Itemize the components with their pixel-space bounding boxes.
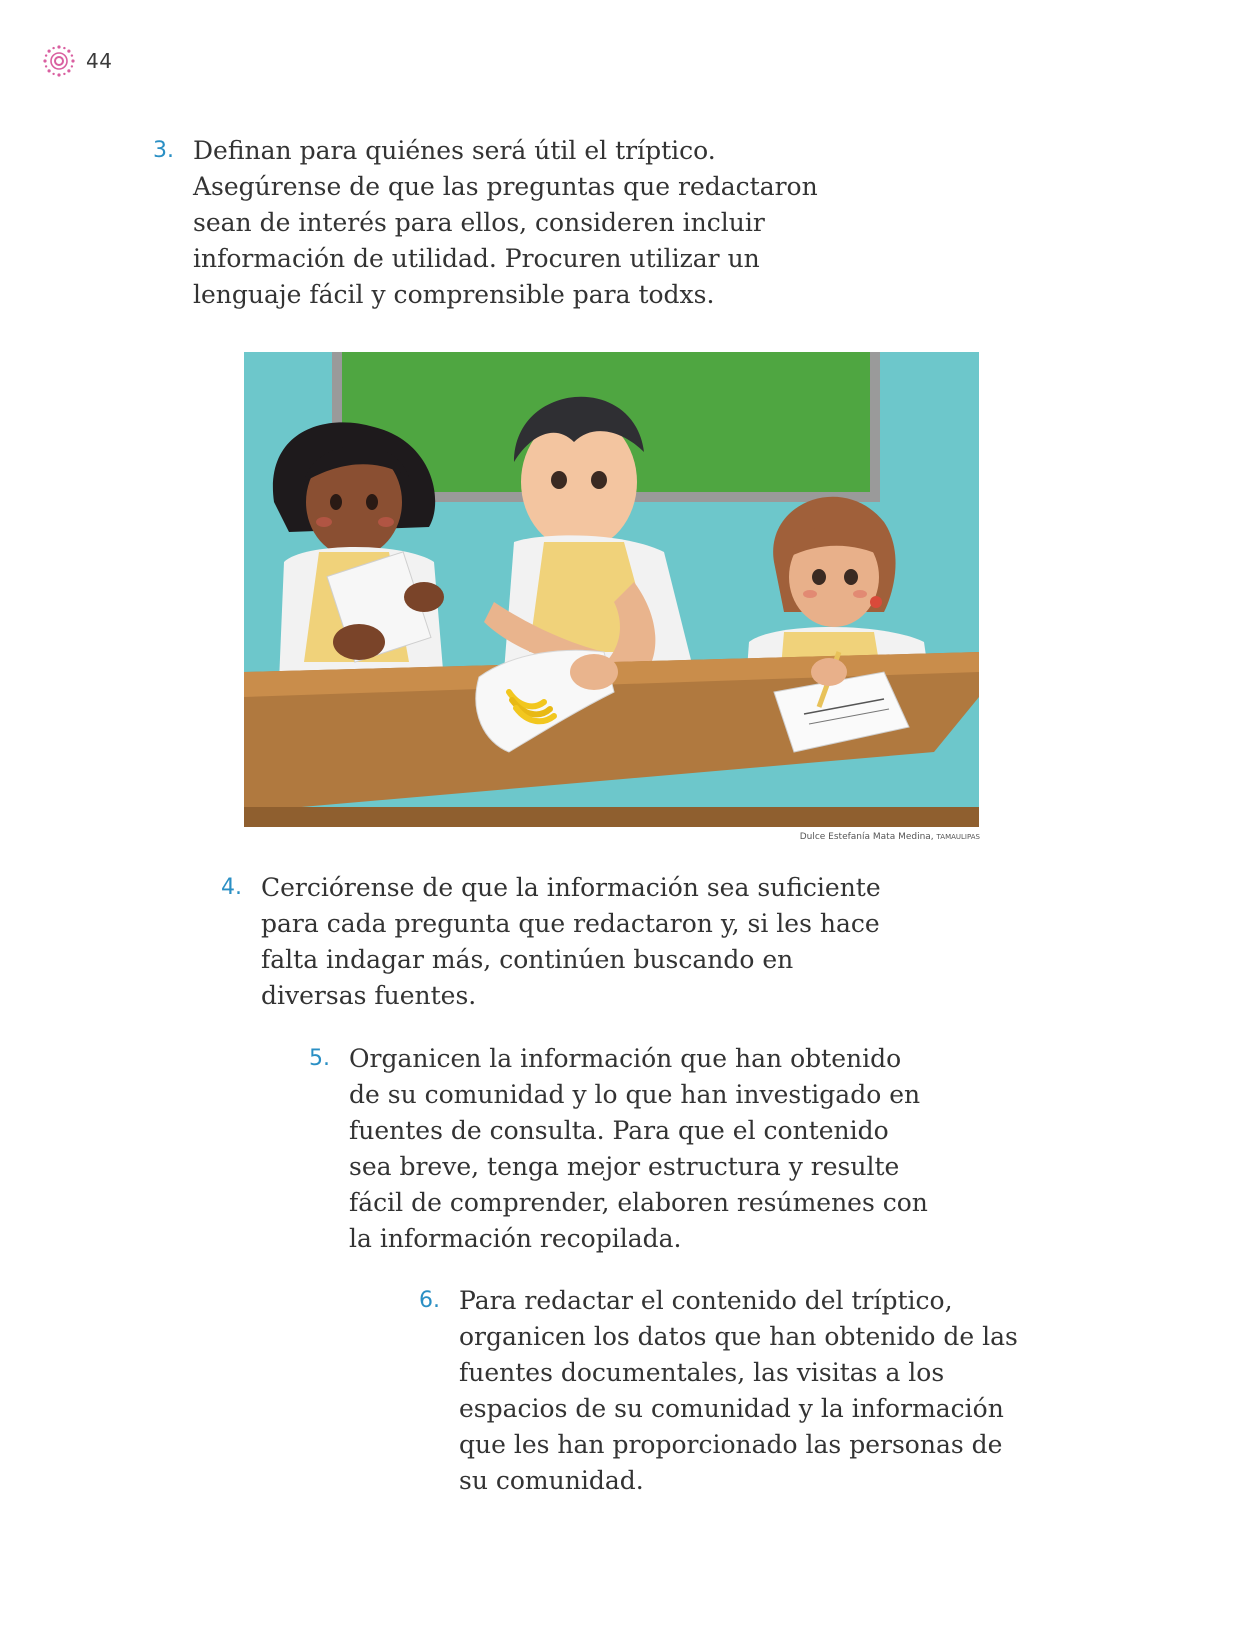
- step-text: Cerciórense de que la información sea suficiente para cada pregunta que redactaron y, si les hace falta indagar más, continúen buscando en diversas fuentes.: [261, 873, 881, 1010]
- page-header: [40, 42, 112, 80]
- page-number: 44: [86, 49, 113, 73]
- step-4: [221, 870, 881, 1014]
- step-number: 5.: [309, 1046, 330, 1071]
- credit-name: Dulce Estefanía Mata Medina,: [799, 832, 934, 842]
- step-text: Definan para quiénes será útil el tríptico. Asegúrense de que las preguntas que redactaron sean de interés para ellos, consideren incluir información de utilidad. Procuren utilizar un lenguaje fácil y comprensible para todxs.: [193, 136, 818, 309]
- step-6: [419, 1283, 1039, 1499]
- step-3: [153, 133, 853, 313]
- step-text: Para redactar el contenido del tríptico, organicen los datos que han obtenido de las fuentes documentales, las visitas a los espacios de su comunidad y la información que les han proporcionado las personas de su comunidad.: [459, 1286, 1018, 1495]
- mandala-icon: [40, 42, 78, 80]
- classroom-scene: [244, 352, 979, 827]
- credit-state: TAMAULIPAS: [936, 833, 980, 841]
- step-number: 6.: [419, 1288, 440, 1313]
- step-text: Organicen la información que han obtenido de su comunidad y lo que han investigado en fuentes de consulta. Para que el contenido sea breve, tenga mejor estructura y resulte fácil de comprender, elaboren resúmenes con la información recopilada.: [349, 1044, 928, 1253]
- step-number: 3.: [153, 138, 174, 163]
- image-credit: [660, 832, 980, 842]
- classroom-illustration: [244, 352, 979, 827]
- step-5: [309, 1041, 929, 1257]
- step-number: 4.: [221, 875, 242, 900]
